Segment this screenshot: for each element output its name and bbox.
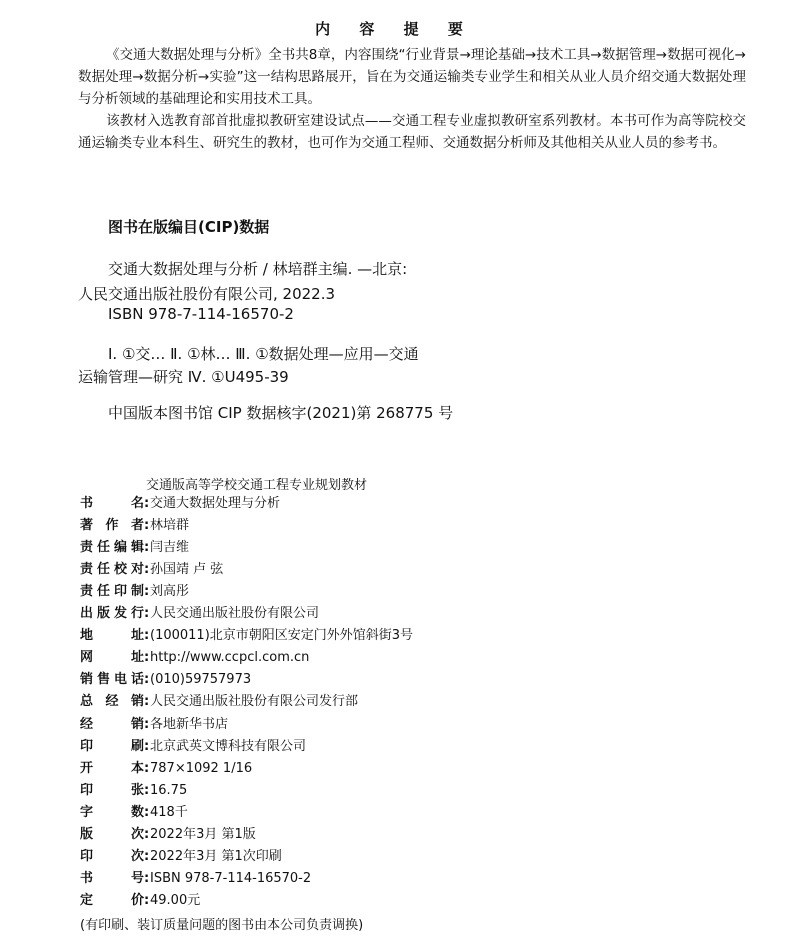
imprint-label: 网址 — [80, 650, 144, 666]
imprint-colon: : — [144, 650, 150, 666]
imprint-colon: : — [144, 848, 150, 864]
imprint-row — [80, 647, 309, 669]
imprint-colon: : — [144, 870, 150, 886]
summary-paragraph-1-text: 《交通大数据处理与分析》全书共8章，内容围绕“行业背景→理论基础→技术工具→数据管理→数据可视化→数据处理→数据分析→实验”这一结构思路展开，旨在为交通运输类专业学生和相关从业人员介绍交通大数据处理与分析领域的基础理论和实用技术工具。 — [78, 47, 746, 107]
imprint-value: 2022年3月 第1版 — [150, 826, 256, 842]
imprint-value: 各地新华书店 — [150, 716, 229, 732]
imprint-value: (010)59757973 — [150, 672, 252, 688]
cip-line-4: Ⅰ. ①交… Ⅱ. ①林… Ⅲ. ①数据处理—应用—交通 — [108, 345, 419, 363]
imprint-value: 418千 — [150, 804, 188, 820]
imprint-label: 总经销 — [80, 694, 144, 710]
imprint-colon: : — [144, 496, 150, 511]
imprint-row — [80, 846, 282, 868]
imprint-value: 闫吉维 — [150, 540, 190, 556]
imprint-label: 定价 — [80, 892, 144, 908]
imprint-row — [80, 691, 358, 713]
imprint-label: 字数 — [80, 804, 144, 820]
imprint-colon: : — [144, 892, 150, 908]
imprint-colon: : — [144, 518, 150, 534]
imprint-colon: : — [144, 782, 150, 798]
imprint-value: 49.00元 — [150, 892, 201, 908]
imprint-label: 地址 — [80, 628, 144, 644]
imprint-row — [80, 515, 189, 537]
imprint-row — [80, 559, 223, 581]
cip-line-5: 运输管理—研究 Ⅳ. ①U495-39 — [78, 368, 289, 386]
imprint-colon: : — [144, 562, 150, 578]
cip-line-1: 交通大数据处理与分析 / 林培群主编. —北京: — [108, 260, 408, 278]
imprint-colon: : — [144, 628, 150, 644]
imprint-colon: : — [144, 738, 150, 754]
imprint-value: http://www.ccpcl.com.cn — [150, 650, 310, 666]
imprint-label: 印刷 — [80, 738, 144, 754]
imprint-value: 2022年3月 第1次印刷 — [150, 848, 282, 864]
imprint-value: (100011)北京市朝阳区安定门外外馆斜街3号 — [150, 628, 414, 644]
imprint-row — [80, 868, 311, 890]
imprint-colon: : — [144, 606, 150, 622]
imprint-colon: : — [144, 760, 150, 776]
imprint-value: 北京武英文博科技有限公司 — [150, 738, 307, 754]
imprint-label: 经销 — [80, 716, 144, 732]
imprint-value: 人民交通出版社股份有限公司 — [150, 606, 320, 622]
imprint-label: 出版发行 — [80, 606, 144, 622]
imprint-colon: : — [144, 584, 150, 600]
imprint-row — [80, 780, 187, 802]
imprint-label: 印张 — [80, 782, 144, 798]
imprint-row — [80, 493, 280, 515]
imprint-row — [80, 802, 188, 824]
imprint-value: ISBN 978-7-114-16570-2 — [150, 870, 312, 886]
imprint-label: 开本 — [80, 760, 144, 776]
imprint-row — [80, 581, 189, 603]
imprint-colon: : — [144, 716, 150, 732]
summary-paragraph-2 — [78, 110, 746, 154]
imprint-row — [80, 669, 251, 691]
summary-title: 内 容 提 要 — [315, 20, 475, 38]
imprint-row — [80, 625, 413, 647]
imprint-label: 著作者 — [80, 518, 144, 534]
series-name: 交通版高等学校交通工程专业规划教材 — [146, 478, 368, 493]
imprint-row — [80, 714, 228, 736]
cip-heading: 图书在版编目(CIP)数据 — [108, 218, 270, 236]
imprint-value: 787×1092 1/16 — [150, 760, 253, 776]
imprint-value: 林培群 — [150, 518, 190, 534]
summary-paragraph-2-text: 该教材入选教育部首批虚拟教研室建设试点——交通工程专业虚拟教研室系列教材。本书可作为高等院校交通运输类专业本科生、研究生的教材，也可作为交通工程师、交通数据分析师及其他相关从业人员的参考书。 — [78, 113, 746, 151]
imprint-colon: : — [144, 804, 150, 820]
imprint-row — [80, 736, 306, 758]
imprint-label: 书名 — [80, 496, 144, 511]
cip-line-3: ISBN 978-7-114-16570-2 — [108, 305, 294, 323]
imprint-row — [80, 890, 200, 912]
cip-line-6: 中国版本图书馆 CIP 数据核字(2021)第 268775 号 — [108, 404, 454, 422]
imprint-value: 人民交通出版社股份有限公司发行部 — [150, 694, 359, 710]
imprint-value: 孙国靖 卢 弦 — [150, 562, 224, 578]
imprint-row — [80, 537, 189, 559]
imprint-row — [80, 758, 252, 780]
imprint-colon: : — [144, 672, 150, 688]
summary-paragraph-1 — [78, 44, 746, 110]
imprint-row — [80, 603, 319, 625]
imprint-label: 责任编辑 — [80, 540, 144, 556]
imprint-label: 责任印制 — [80, 584, 144, 600]
imprint-label: 责任校对 — [80, 562, 144, 578]
quality-note: (有印刷、装订质量问题的图书由本公司负责调换) — [80, 918, 364, 933]
imprint-row — [80, 824, 256, 846]
imprint-label: 书号 — [80, 870, 144, 886]
imprint-colon: : — [144, 826, 150, 842]
imprint-label: 印次 — [80, 848, 144, 864]
imprint-value: 刘高彤 — [150, 584, 190, 600]
imprint-colon: : — [144, 540, 150, 556]
imprint-value: 交通大数据处理与分析 — [150, 496, 281, 511]
imprint-value: 16.75 — [150, 782, 188, 798]
imprint-label: 版次 — [80, 826, 144, 842]
cip-line-2: 人民交通出版社股份有限公司, 2022.3 — [78, 285, 336, 303]
imprint-colon: : — [144, 694, 150, 710]
imprint-label: 销售电话 — [80, 672, 144, 688]
